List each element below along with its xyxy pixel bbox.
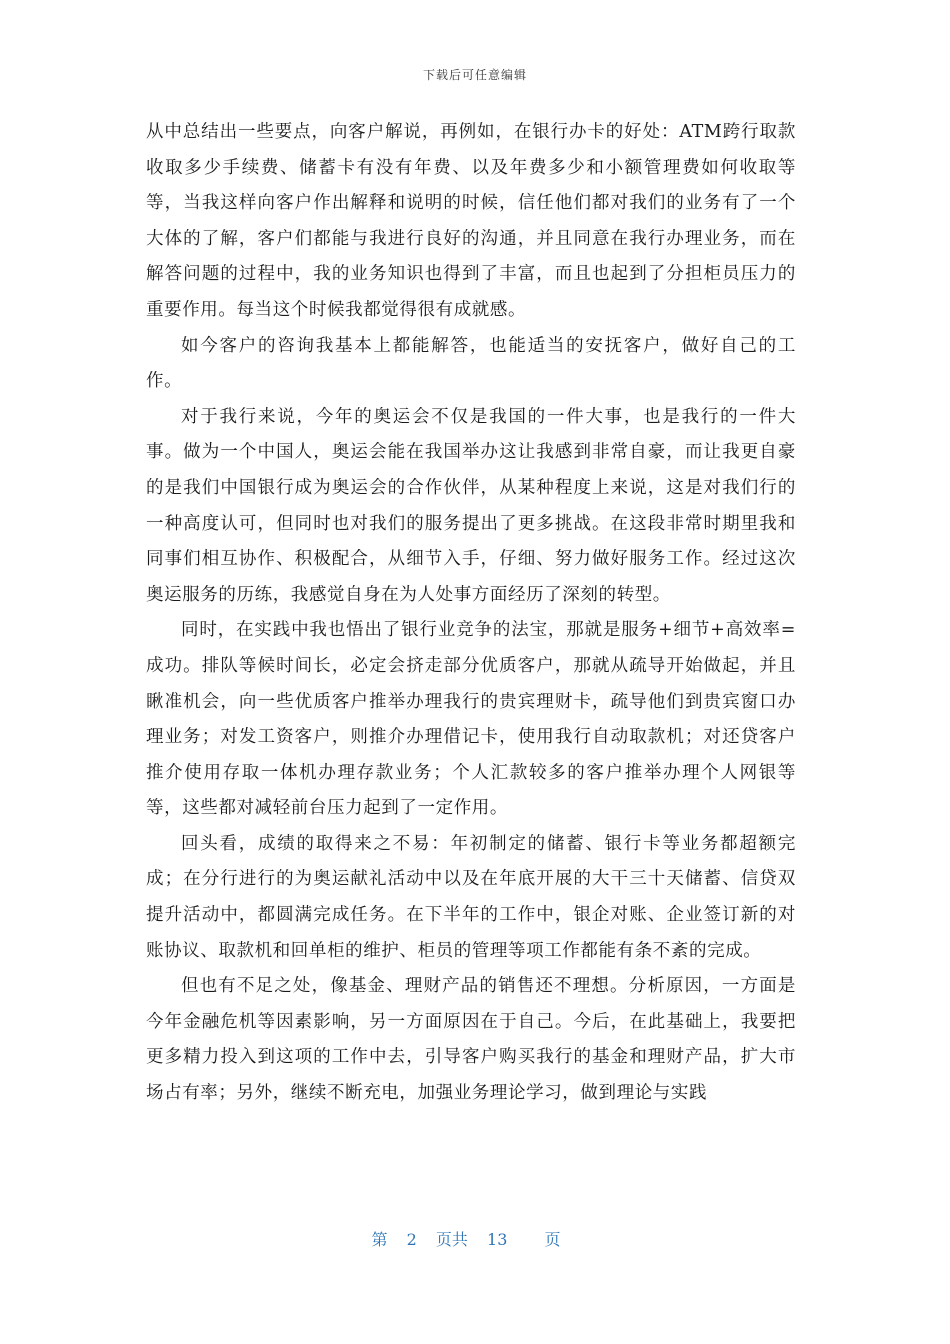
page-current: 2 [406, 1230, 417, 1249]
page-label-prefix: 第 [371, 1230, 388, 1249]
page-label-mid: 页共 [435, 1230, 468, 1249]
paragraph: 从中总结出一些要点，向客户解说，再例如，在银行办卡的好处：ATM跨行取款收取多少手续费、储蓄卡有没有年费、以及年费多少和小额管理费如何收取等等，当我这样向客户作出解释和说明的时候，信任他们都对我们的业务有了一个大体的了解，客户们都能与我进行良好的沟通，并且同意在我行办理业务，而在解答问题的过程中，我的业务知识也得到了丰富，而且也起到了分担柜员压力的重要作用。每当这个时候我都觉得很有成就感。 [146, 122, 796, 320]
paragraph: 同时，在实践中我也悟出了银行业竞争的法宝，那就是服务+细节+高效率=成功。排队等候时间长，必定会挤走部分优质客户，那就从疏导开始做起，并且瞅准机会，向一些优质客户推举办理我行的贵宾理财卡，疏导他们到贵宾窗口办理业务；对发工资客户，则推介办理借记卡，使用我行自动取款机；对还贷客户推介使用存取一体机办理存款业务；个人汇款较多的客户推举办理个人网银等等，这些都对减轻前台压力起到了一定作用。 [146, 620, 796, 819]
page-header: 下载后可任意编辑 [422, 68, 527, 82]
page-total: 13 [487, 1230, 508, 1249]
page-label-suffix: 页 [544, 1230, 561, 1249]
page-footer [0, 1227, 950, 1250]
paragraph: 但也有不足之处，像基金、理财产品的销售还不理想。分析原因，一方面是今年金融危机等因素影响，另一方面原因在于自己。今后，在此基础上，我要把更多精力投入到这项的工作中去，引导客户购买我行的基金和理财产品，扩大市场占有率；另外，继续不断充电，加强业务理论学习，做到理论与实践 [146, 976, 796, 1104]
paragraph: 对于我行来说，今年的奥运会不仅是我国的一件大事，也是我行的一件大事。做为一个中国人，奥运会能在我国举办这让我感到非常自豪，而让我更自豪的是我们中国银行成为奥运会的合作伙伴，从某种程度上来说，这是对我们行的一种高度认可，但同时也对我们的服务提出了更多挑战。在这段非常时期里我和同事们相互协作、积极配合，从细节入手，仔细、努力做好服务工作。经过这次奥运服务的历练，我感觉自身在为人处事方面经历了深刻的转型。 [146, 406, 796, 605]
document-body [146, 115, 796, 1112]
paragraph: 回头看，成绩的取得来之不易：年初制定的储蓄、银行卡等业务都超额完成；在分行进行的为奥运献礼活动中以及在年底开展的大干三十天储蓄、信贷双提升活动中，都圆满完成任务。在下半年的工作中，银企对账、企业签订新的对账协议、取款机和回单柜的维护、柜员的管理等项工作都能有条不紊的完成。 [146, 833, 796, 961]
paragraph: 如今客户的咨询我基本上都能解答，也能适当的安抚客户，做好自己的工作。 [146, 335, 796, 392]
